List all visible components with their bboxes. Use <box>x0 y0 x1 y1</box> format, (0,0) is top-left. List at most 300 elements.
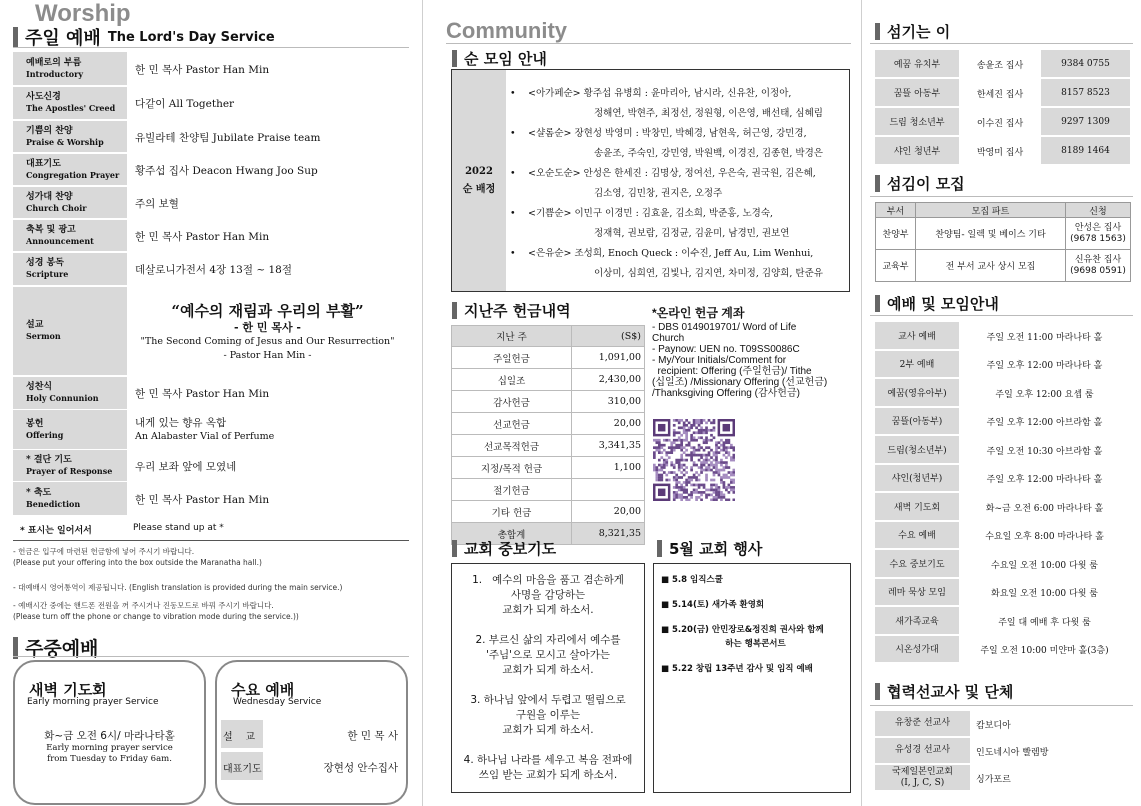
qr-module <box>700 446 703 449</box>
bullet-icon: • <box>510 248 516 259</box>
qr-module <box>733 471 735 474</box>
qr-module <box>668 451 671 454</box>
qr-module <box>678 431 681 434</box>
worship-row-label <box>13 87 127 120</box>
meetings-section-header: 예배 및 모임안내 <box>875 293 999 314</box>
mission-name <box>875 711 970 738</box>
qr-module <box>678 476 681 479</box>
qr-module <box>685 466 688 469</box>
online-offering-line: (십일조) /Missionary Offering (선교헌금) <box>652 377 828 388</box>
qr-module <box>678 419 681 422</box>
qr-module <box>713 491 716 494</box>
qr-module <box>698 431 701 434</box>
qr-module <box>660 466 663 469</box>
qr-module <box>693 424 696 427</box>
qr-module <box>660 469 663 472</box>
wednesday-service-subtitle: Wednesday Service <box>233 697 322 707</box>
prayer-section-header: 교회 중보기도 <box>452 538 556 559</box>
qr-module <box>723 496 726 499</box>
servers-table <box>875 50 1130 166</box>
offering-amount: 20,00 <box>613 418 641 429</box>
qr-module <box>713 451 716 454</box>
worship-label-ko: 예배로의 부름 <box>26 57 82 68</box>
qr-module <box>710 439 713 442</box>
qr-module <box>680 444 683 447</box>
qr-module <box>693 489 696 492</box>
qr-module <box>690 434 693 437</box>
qr-module <box>665 439 668 442</box>
qr-module <box>663 464 666 467</box>
qr-module <box>685 449 688 452</box>
qr-module <box>713 454 716 457</box>
qr-module <box>680 446 683 449</box>
qr-module <box>698 491 701 494</box>
qr-module <box>673 464 676 467</box>
qr-module <box>710 449 713 452</box>
event-item <box>661 573 850 587</box>
meeting-name: 수요 예배 <box>875 522 959 551</box>
qr-module <box>703 464 706 467</box>
qr-module <box>723 449 726 452</box>
qr-module <box>715 496 718 499</box>
meeting-time: 주일 오전 11:00 마라나타 홀 <box>986 332 1103 343</box>
server-phone: 9384 0755 <box>1041 50 1130 79</box>
qr-module <box>698 474 701 477</box>
qr-module <box>688 481 691 484</box>
qr-module <box>688 429 691 432</box>
qr-module <box>703 486 706 489</box>
qr-module <box>695 464 698 467</box>
offering-table <box>451 325 645 545</box>
qr-module <box>730 471 733 474</box>
qr-module <box>685 459 688 462</box>
qr-module <box>710 429 713 432</box>
qr-module <box>703 484 706 487</box>
mission-name <box>875 738 970 765</box>
qr-module <box>728 486 731 489</box>
qr-module <box>683 486 686 489</box>
qr-module <box>708 454 711 457</box>
offering-row <box>451 501 645 523</box>
qr-module <box>655 479 658 482</box>
meeting-row <box>875 322 1130 351</box>
qr-module <box>718 486 721 489</box>
qr-module <box>698 436 701 439</box>
qr-module <box>678 461 681 464</box>
qr-module <box>705 489 708 492</box>
qr-module <box>670 451 673 454</box>
recruit-part: 전 부서 교사 상시 모집 <box>916 250 1066 282</box>
qr-module <box>715 494 718 497</box>
meeting-row <box>875 351 1130 380</box>
qr-module <box>658 451 661 454</box>
recruit-contact-phone: (9678 1563) <box>1070 233 1126 244</box>
meeting-name: 레마 묵상 모임 <box>875 579 959 608</box>
qr-module <box>693 491 696 494</box>
qr-module <box>678 486 681 489</box>
group-year: 2022 <box>465 165 493 177</box>
qr-module <box>678 446 681 449</box>
qr-module <box>698 446 701 449</box>
qr-module <box>730 486 733 489</box>
qr-module <box>683 431 686 434</box>
wednesday-prayer-value: 장현성 안수집사 <box>323 762 398 774</box>
qr-module <box>688 444 691 447</box>
qr-module <box>710 469 713 472</box>
recruit-dept: 교육부 <box>876 250 916 282</box>
worship-row-value: 유빌라테 찬양팀 Jubilate Praise team <box>135 131 321 144</box>
qr-module <box>653 464 656 467</box>
recruit-dept: 찬양부 <box>876 218 916 250</box>
qr-module <box>725 464 728 467</box>
qr-module <box>653 446 656 449</box>
worship-row-value: 한 민 목사 Pastor Han Min <box>135 493 270 506</box>
qr-module <box>705 494 708 497</box>
qr-module <box>680 456 683 459</box>
qr-module <box>680 419 683 422</box>
offering-amount: 1,100 <box>613 462 641 473</box>
prayer-line: 3. 하나님 앞에서 두렵고 떨림으로 <box>470 694 626 706</box>
qr-module <box>683 469 686 472</box>
qr-module <box>685 484 688 487</box>
qr-module <box>675 474 678 477</box>
meeting-time: 주일 오후 12:00 마라나타 홀 <box>986 475 1103 486</box>
qr-module <box>670 461 673 464</box>
qr-module <box>653 454 656 457</box>
qr-module <box>685 479 688 482</box>
qr-module <box>673 431 676 434</box>
qr-module <box>653 439 656 442</box>
qr-module <box>708 464 711 467</box>
qr-module <box>683 421 686 424</box>
qr-module <box>703 429 706 432</box>
qr-module <box>720 459 723 462</box>
meeting-name: 시온성가대 <box>875 636 959 665</box>
server-row <box>875 137 1130 166</box>
qr-module <box>733 446 735 449</box>
qr-module <box>685 434 688 437</box>
worship-row-value: 다같이 All Together <box>135 98 235 110</box>
mission-location: 캄보디아 <box>976 721 1011 731</box>
mission-row <box>875 765 1130 792</box>
qr-module <box>710 434 713 437</box>
qr-module <box>705 436 708 439</box>
qr-module <box>715 484 718 487</box>
offering-label: 십일조 <box>452 369 572 390</box>
qr-module <box>665 474 668 477</box>
recruit-contact-name: 안성은 집사 <box>1074 222 1122 233</box>
qr-module <box>693 484 696 487</box>
qr-module <box>688 499 691 501</box>
qr-module <box>700 431 703 434</box>
group-line: 정재혁, 권보람, 김정균, 김윤미, 남경민, 권보연 <box>594 228 790 239</box>
qr-module <box>658 444 661 447</box>
qr-module <box>700 426 703 429</box>
qr-module <box>698 421 701 424</box>
community-title: Community <box>446 18 567 43</box>
worship-label-en: Offering <box>26 429 64 440</box>
mission-name-line: 국제일본인교회 <box>892 766 953 777</box>
qr-module <box>675 446 678 449</box>
qr-module <box>728 446 731 449</box>
qr-module <box>710 486 713 489</box>
qr-module <box>675 496 678 499</box>
recruit-header-cell: 모집 파트 <box>916 203 1066 218</box>
worship-label-ko: 사도신경 <box>26 92 61 102</box>
qr-module <box>723 441 726 444</box>
online-offering-line: - My/Your Initials/Comment for <box>652 355 787 366</box>
qr-module <box>678 469 681 472</box>
note-phone: - 예배시간 중에는 핸드폰 전원을 꺼 주시거나 진동모드로 바꿔 주시기 바랍니다. (Please turn off the phone or change to vibration mode during the service.)) <box>13 601 299 621</box>
qr-module <box>690 426 693 429</box>
qr-module <box>688 476 691 479</box>
meetings-table <box>875 322 1130 664</box>
meeting-time: 주일 오후 12:00 마라나타 홀 <box>986 361 1103 372</box>
sermon-label-ko: 설교 <box>26 320 44 330</box>
prayer-line: 사명을 감당하는 <box>510 589 586 601</box>
qr-module <box>665 479 668 482</box>
qr-module <box>653 466 656 469</box>
qr-module <box>695 454 698 457</box>
qr-module <box>673 496 676 499</box>
qr-module <box>698 444 701 447</box>
meeting-row <box>875 607 1130 636</box>
qr-module <box>658 459 661 462</box>
qr-module <box>713 479 716 482</box>
worship-row-label <box>13 410 127 450</box>
recruit-row <box>876 250 1131 282</box>
qr-module <box>723 444 726 447</box>
meeting-time: 주일 오후 12:00 요셉 룸 <box>995 389 1094 400</box>
qr-module <box>678 436 681 439</box>
offering-label: 총합계 <box>452 523 572 544</box>
qr-module <box>690 439 693 442</box>
qr-module <box>710 479 713 482</box>
qr-module <box>693 449 696 452</box>
sermon-title-en: "The Second Coming of Jesus and Our Resurrection" <box>140 335 395 347</box>
server-row <box>875 79 1130 108</box>
qr-module <box>680 454 683 457</box>
qr-module <box>690 494 693 497</box>
qr-module <box>700 464 703 467</box>
qr-module <box>680 476 683 479</box>
qr-module <box>733 474 735 477</box>
qr-module <box>710 421 713 424</box>
qr-module <box>733 499 735 501</box>
qr-module <box>688 454 691 457</box>
qr-module <box>660 451 663 454</box>
qr-module <box>703 449 706 452</box>
qr-module <box>700 436 703 439</box>
qr-module <box>675 479 678 482</box>
qr-module <box>720 439 723 442</box>
qr-module <box>733 469 735 472</box>
qr-module <box>695 419 698 422</box>
server-phone: 8189 1464 <box>1041 137 1130 166</box>
worship-label-ko: * 결단 기도 <box>26 454 72 465</box>
qr-module <box>680 439 683 442</box>
meeting-name: 드림(청소년부) <box>875 436 959 465</box>
worship-label-en: Holy Connunion <box>26 393 99 403</box>
sermon-row <box>13 287 408 376</box>
group-line: <기쁨순> 이민구 이경민 : 김효윤, 김소희, 박준홍, 노경숙, <box>528 208 774 219</box>
qr-module <box>728 451 731 454</box>
worship-row <box>13 154 408 186</box>
stand-note <box>20 523 224 536</box>
wednesday-prayer-label: 대표기도 <box>223 764 262 775</box>
qr-module <box>720 464 723 467</box>
worship-label-en: Praise & Worship <box>26 136 104 147</box>
qr-module <box>675 491 678 494</box>
qr-module <box>725 441 728 444</box>
qr-module <box>713 499 716 501</box>
qr-module <box>668 439 671 442</box>
server-name: 이수진 집사 <box>976 119 1024 129</box>
qr-module <box>708 446 711 449</box>
qr-module <box>700 484 703 487</box>
meeting-name: 예꿈(영유아부) <box>875 379 959 408</box>
worship-row <box>13 87 408 120</box>
qr-module <box>705 441 708 444</box>
qr-module <box>678 466 681 469</box>
qr-module <box>680 449 683 452</box>
wednesday-service-title: 수요 예배 <box>231 681 295 699</box>
mission-location: 싱가포르 <box>976 775 1011 785</box>
qr-module <box>700 419 703 422</box>
qr-module <box>700 454 703 457</box>
qr-module <box>673 449 676 452</box>
worship-row-label <box>13 52 127 86</box>
qr-module <box>653 451 656 454</box>
qr-module <box>670 446 673 449</box>
qr-module <box>673 441 676 444</box>
qr-module <box>693 461 696 464</box>
qr-module <box>698 459 701 462</box>
dawn-prayer-box <box>13 660 206 805</box>
group-line: <은유순> 조성희, Enoch Queck : 이수진, Jeff Au, Lim Wenhui, <box>528 248 814 259</box>
server-dept: 예꿈 유치부 <box>875 50 959 79</box>
qr-module <box>685 436 688 439</box>
qr-module <box>718 491 721 494</box>
offering-amount <box>572 479 644 500</box>
qr-module <box>715 489 718 492</box>
meeting-row <box>875 550 1130 579</box>
qr-module <box>675 419 678 422</box>
online-offering-line: /Thanksgiving Offering (감사헌금) <box>652 388 800 399</box>
dawn-prayer-time: 화~금 오전 6시/ 마라나타홀 <box>44 730 175 742</box>
prayer-line: 교회가 되게 하소서. <box>502 724 594 736</box>
qr-module <box>683 451 686 454</box>
qr-module <box>703 441 706 444</box>
qr-module <box>665 461 668 464</box>
qr-module <box>700 471 703 474</box>
qr-module <box>733 449 735 452</box>
meeting-row <box>875 522 1130 551</box>
events-section-header: 5월 교회 행사 <box>657 538 762 559</box>
qr-module <box>683 464 686 467</box>
qr-module <box>700 499 703 501</box>
qr-module <box>675 444 678 447</box>
worship-label-en: Introductory <box>26 68 83 79</box>
qr-module <box>718 471 721 474</box>
qr-module <box>683 459 686 462</box>
qr-module <box>660 444 663 447</box>
event-item <box>661 623 850 651</box>
qr-module <box>675 431 678 434</box>
worship-value-ko: 내게 있는 향유 옥합 <box>135 417 227 429</box>
mission-row <box>875 738 1130 765</box>
mission-name-line: (I, J, C, S) <box>900 777 945 788</box>
qr-module <box>725 476 728 479</box>
qr-module <box>690 476 693 479</box>
qr-module <box>668 456 671 459</box>
offering-row <box>451 391 645 413</box>
qr-module <box>728 484 731 487</box>
worship-label-en: Announcement <box>26 235 94 246</box>
qr-module <box>658 464 661 467</box>
qr-module <box>715 446 718 449</box>
online-offering <box>652 304 852 399</box>
qr-module <box>705 456 708 459</box>
worship-label-en: Benediction <box>26 498 81 509</box>
qr-module <box>728 454 731 457</box>
qr-module <box>673 429 676 432</box>
qr-module <box>728 439 731 442</box>
qr-module <box>675 481 678 484</box>
qr-module <box>715 456 718 459</box>
qr-module <box>663 439 666 442</box>
meeting-time: 수요일 오후 8:00 마라나타 홀 <box>985 532 1104 543</box>
qr-module <box>723 466 726 469</box>
prayer-line: 쓰임 받는 교회가 되게 하소서. <box>478 769 618 781</box>
worship-row <box>13 121 408 153</box>
qr-module <box>683 489 686 492</box>
qr-module <box>720 461 723 464</box>
qr-module <box>665 459 668 462</box>
qr-module <box>698 479 701 482</box>
meeting-time: 수요일 오전 10:00 다윗 룸 <box>991 560 1098 571</box>
qr-module <box>708 469 711 472</box>
qr-module <box>668 446 671 449</box>
qr-module <box>718 451 721 454</box>
qr-module <box>728 499 731 501</box>
qr-module <box>723 486 726 489</box>
qr-module <box>678 481 681 484</box>
qr-module <box>683 481 686 484</box>
qr-module <box>723 484 726 487</box>
meeting-time: 화요일 오전 10:00 다윗 룸 <box>991 589 1098 600</box>
event-line: ■ 5.8 임직스쿨 <box>661 575 723 585</box>
qr-module <box>680 471 683 474</box>
qr-module <box>685 496 688 499</box>
qr-module <box>658 476 661 479</box>
qr-module <box>705 454 708 457</box>
qr-module <box>705 479 708 482</box>
server-row <box>875 50 1130 79</box>
qr-module <box>655 469 658 472</box>
qr-module <box>708 439 711 442</box>
qr-module <box>658 479 661 482</box>
qr-module <box>660 479 663 482</box>
qr-module <box>685 429 688 432</box>
qr-module <box>708 494 711 497</box>
qr-module <box>698 424 701 427</box>
qr-module <box>693 454 696 457</box>
server-dept: 드림 청소년부 <box>875 108 959 137</box>
qr-module <box>685 444 688 447</box>
qr-module <box>655 439 658 442</box>
worship-row-label <box>13 482 127 516</box>
